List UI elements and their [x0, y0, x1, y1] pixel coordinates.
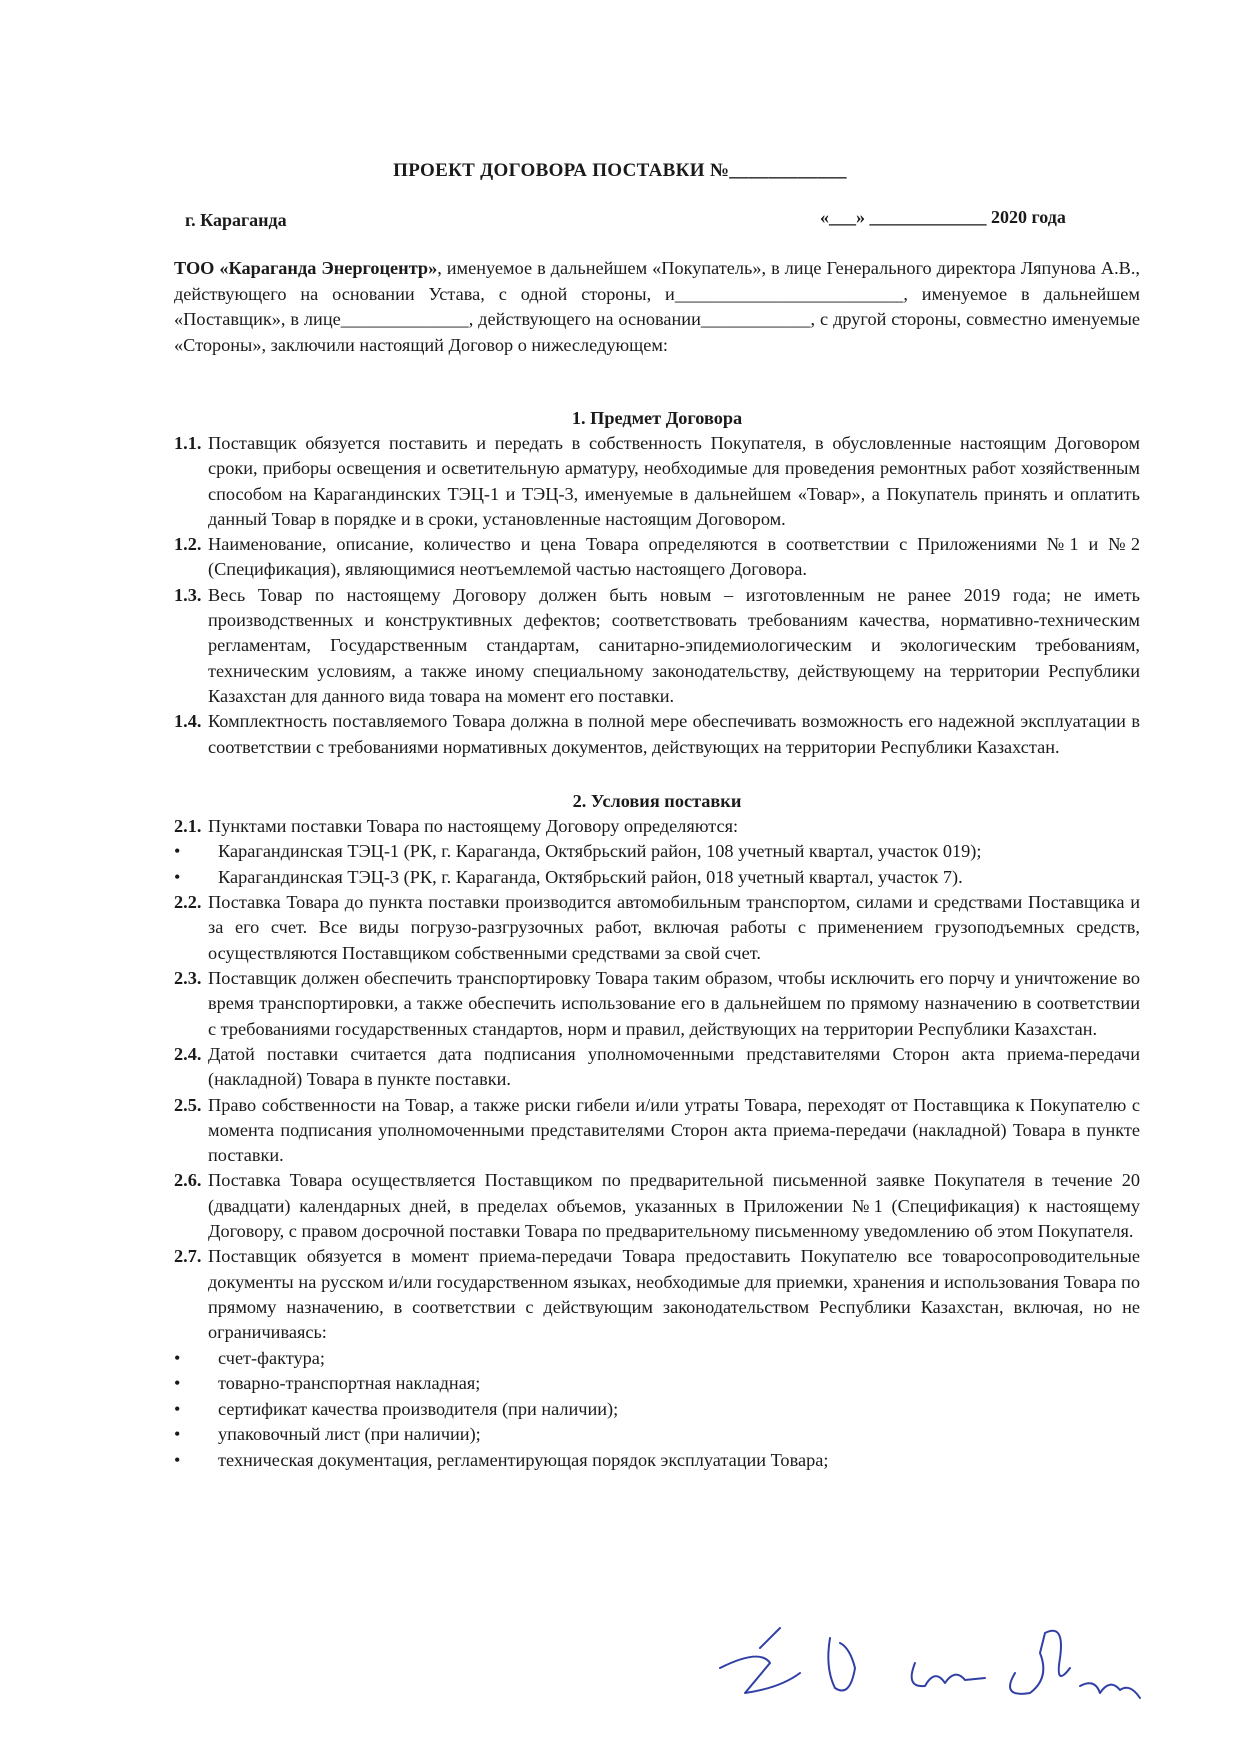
clause-number: 1.2. — [174, 534, 202, 555]
clause-text: Комплектность поставляемого Товара должна в полной мере обеспечивать возможность его надежной эксплуатации в соответствии с требованиями нормативных документов, действующих на территории Республики Казахстан. — [208, 711, 1140, 757]
clause-1-4 — [174, 709, 1140, 760]
document-list-item — [174, 1422, 1140, 1448]
clause-text: Пунктами поставки Товара по настоящему Договору определяются: — [208, 815, 739, 836]
clause-text: Право собственности на Товар, а также риски гибели и/или утраты Товара, переходят от Поставщика к Покупателю с момента подписания уполномоченными представителями Сторон акта приема-передачи (накладной) Товара в пункте поставки. — [208, 1094, 1140, 1166]
signatures — [700, 1608, 1160, 1718]
clause-text: Поставщик обязуется в момент приема-передачи Товара предоставить Покупателю все товаросопроводительные документы на русском и/или государственном языках, необходимые для приемки, хранения и использования Товара по прямому назначению, в соответствии с действующим законодательством Республики Казахстан, включая, но не ограничиваясь: — [208, 1246, 1140, 1343]
clause-number: 1.4. — [174, 711, 202, 732]
clause-1-2 — [174, 532, 1140, 583]
document-list-item — [174, 1397, 1140, 1423]
document-list-item — [174, 1371, 1140, 1397]
document-list-item — [174, 1448, 1140, 1474]
clause-text: Поставка Товара до пункта поставки производится автомобильным транспортом, силами и средствами Поставщика и за его счет. Все виды погрузо-разгрузочных работ, включая работы с применением грузоподъемных средств, осуществляются Поставщиком собственными средствами за свой счет. — [208, 892, 1140, 963]
clause-1-1 — [174, 431, 1140, 532]
clause-number: 2.7. — [174, 1246, 202, 1267]
clause-text: Наименование, описание, количество и цена Товара определяются в соответствии с Приложениями №1 и №2 (Спецификация), являющимися неотъемлемой частью настоящего Договора. — [208, 534, 1140, 580]
date-line: «___» _____________ 2020 года — [820, 207, 1066, 227]
contract-body — [174, 406, 1140, 1473]
city-line: г. Караганда — [185, 210, 287, 230]
clause-2-4 — [174, 1042, 1140, 1093]
delivery-point — [174, 865, 1140, 891]
document-list-item — [174, 1346, 1140, 1372]
bullet-icon: • — [174, 1373, 181, 1393]
clause-2-6 — [174, 1168, 1140, 1244]
bullet-icon: • — [174, 1347, 181, 1368]
clause-number: 2.3. — [174, 968, 202, 989]
delivery-point-text: Карагандинская ТЭЦ-3 (РК, г. Караганда, Октябрьский район, 018 учетный квартал, участок 7). — [218, 866, 963, 887]
company-name: ТОО «Караганда Энергоцентр» — [174, 258, 438, 278]
signature-5 — [1080, 1683, 1140, 1698]
preamble — [174, 256, 1140, 358]
clause-2-3 — [174, 966, 1140, 1042]
clause-text: Весь Товар по настоящему Договору должен быть новым – изготовленным не ранее 2019 года; не иметь производственных и конструктивных дефектов; соответствовать требованиям качества, нормативно-техническим регламентам, Государственным стандартам, санитарно-эпидемиологическим и экологическим требованиям, техническим условиям, а также иному специальному законодательству, действующему на территории Республики Казахстан для данного вида товара на момент его поставки. — [208, 584, 1140, 706]
document-list-text: техническая документация, регламентирующая порядок эксплуатации Товара; — [218, 1449, 829, 1470]
section-1-title: 1. Предмет Договора — [571, 408, 743, 428]
clause-number: 2.1. — [174, 815, 202, 836]
section-spacer — [174, 760, 1140, 789]
bullet-icon: • — [174, 1398, 181, 1419]
clause-2-5 — [174, 1093, 1140, 1169]
clause-number: 1.1. — [174, 433, 202, 453]
clause-text: Датой поставки считается дата подписания уполномоченными представителями Сторон акта приема-передачи (накладной) Товара в пункте поставки. — [208, 1043, 1140, 1090]
clause-2-7 — [174, 1244, 1140, 1345]
clause-text: Поставка Товара осуществляется Поставщиком по предварительной письменной заявке Покупателя в течение 20 (двадцати) календарных дней, в пределах объемов, указанных в Приложении №1 (Спецификация) к настоящему Договору, с правом досрочной поставки Товара по предварительному письменному уведомлению об этом Покупателя. — [208, 1170, 1140, 1242]
bullet-icon: • — [174, 866, 181, 887]
signature-4 — [1010, 1631, 1070, 1694]
clause-number: 2.5. — [174, 1094, 202, 1115]
clause-number: 2.4. — [174, 1043, 202, 1064]
preamble-text: , именуемое в дальнейшем «Покупатель», в лице Генерального директора Ляпунова А.В., действующего на основании Устава, с одной стороны, и_________________________, именуемое в дальнейшем «Поставщик», в лице______________, действующего на основании____________, с другой стороны, совместно именуемые «Стороны», заключили настоящий Договор о нижеследующем: — [174, 258, 1140, 355]
clause-number: 1.3. — [174, 584, 202, 605]
document-list-text: счет-фактура; — [218, 1347, 325, 1368]
document-title: ПРОЕКТ ДОГОВОРА ПОСТАВКИ №____________ — [393, 160, 847, 181]
clause-2-2 — [174, 890, 1140, 966]
clause-text: Поставщик должен обеспечить транспортировку Товара таким образом, чтобы исключить его порчу и уничтожение во время транспортировки, а также обеспечить использование его в дальнейшем по прямому назначению в соответствии с требованиями государственных стандартов, норм и правил, действующих на территории Республики Казахстан. — [208, 968, 1140, 1039]
delivery-point-text: Карагандинская ТЭЦ-1 (РК, г. Караганда, Октябрьский район, 108 учетный квартал, участок 019); — [218, 841, 982, 862]
section-2-title: 2. Условия поставки — [572, 790, 742, 811]
signature-3 — [912, 1663, 985, 1686]
clause-number: 2.6. — [174, 1170, 202, 1191]
clause-number: 2.2. — [174, 892, 202, 913]
bullet-icon: • — [174, 1449, 181, 1470]
document-list-text: упаковочный лист (при наличии); — [218, 1424, 481, 1444]
bullet-icon: • — [174, 841, 181, 862]
clause-1-3 — [174, 583, 1140, 709]
signature-1 — [720, 1628, 800, 1693]
document-list-text: товарно-транспортная накладная; — [218, 1373, 481, 1393]
delivery-point — [174, 839, 1140, 865]
document-list-text: сертификат качества производителя (при наличии); — [218, 1398, 619, 1419]
clause-text: Поставщик обязуется поставить и передать в собственность Покупателя, в обусловленные настоящим Договором сроки, приборы освещения и осветительную арматуру, необходимые для проведения ремонтных работ хозяйственным способом на Карагандинских ТЭЦ-1 и ТЭЦ-3, именуемые в дальнейшем «Товар», а Покупатель принять и оплатить данный Товар в порядке и в сроки, установленные настоящим Договором. — [208, 433, 1140, 529]
signature-2 — [828, 1638, 855, 1691]
clause-2-1 — [174, 814, 1140, 839]
bullet-icon: • — [174, 1424, 181, 1444]
